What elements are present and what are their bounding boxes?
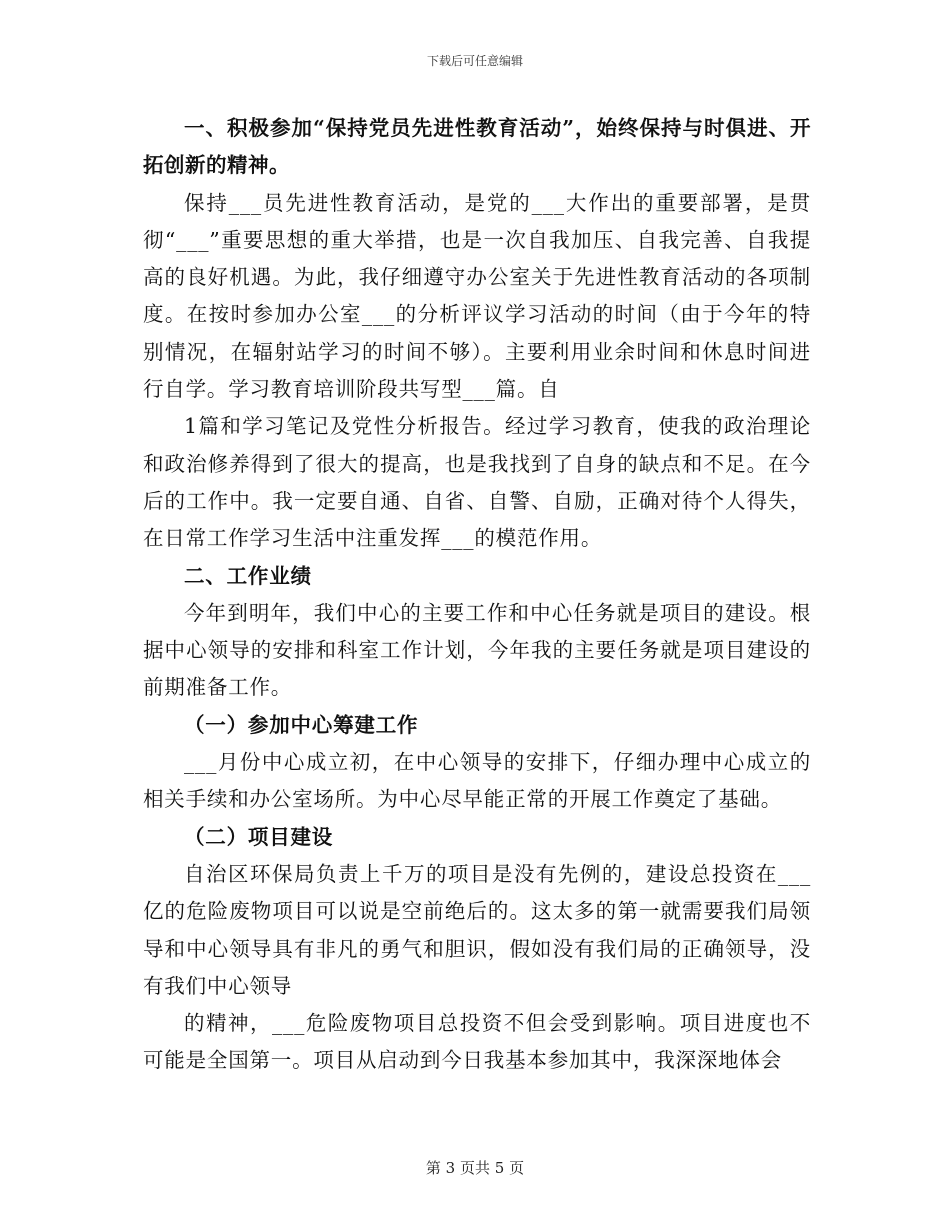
paragraph: 今年到明年，我们中心的主要工作和中心任务就是项目的建设。根据中心领导的安排和科室工作计划，今年我的主要任务就是项目建设的前期准备工作。: [143, 600, 811, 700]
paragraph: 1篇和学习笔记及党性分析报告。经过学习教育，使我的政治理论和政治修养得到了很大的提高，也是我找到了自身的缺点和不足。在今后的工作中。我一定要自通、自省、自警、自励，正确对待个人得失，在日常工作学习生活中注重发挥___的模范作用。: [143, 414, 811, 551]
section-heading-1: 一、积极参加“保持党员先进性教育活动”，始终保持与时俱进、开拓创新的精神。: [143, 116, 811, 178]
paragraph: 的精神，___危险废物项目总投资不但会受到影响。项目进度也不可能是全国第一。项目从启动到今日我基本参加其中，我深深地体会: [143, 1011, 811, 1073]
document-body: [143, 110, 811, 1080]
subsection-heading-1: （一）参加中心筹建工作: [184, 712, 419, 737]
section-heading-2: 二、工作业绩: [184, 563, 312, 588]
paragraph: 自治区环保局负责上千万的项目是没有先例的，建设总投资在___亿的危险废物项目可以说是空前绝后的。这太多的第一就需要我们局领导和中心领导具有非凡的勇气和胆识，假如没有我们局的正确领导，没有我们中心领导: [143, 861, 811, 998]
paragraph: ___月份中心成立初，在中心领导的安排下，仔细办理中心成立的相关手续和办公室场所。为中心尽早能正常的开展工作奠定了基础。: [143, 750, 811, 812]
page-footer: 第 3 页共 5 页: [425, 1159, 525, 1177]
subsection-heading-2: （二）项目建设: [184, 824, 334, 849]
page-header: 下载后可任意编辑: [426, 54, 523, 68]
paragraph: 保持___员先进性教育活动，是党的___大作出的重要部署，是贯彻“___”重要思想的重大举措，也是一次自我加压、自我完善、自我提高的良好机遇。为此，我仔细遵守办公室关于先进性教育活动的各项制度。在按时参加办公室___的分析评议学习活动的时间（由于今年的特别情况，在辐射站学习的时间不够）。主要利用业余时间和休息时间进行自学。学习教育培训阶段共写型___篇。自: [143, 190, 811, 402]
